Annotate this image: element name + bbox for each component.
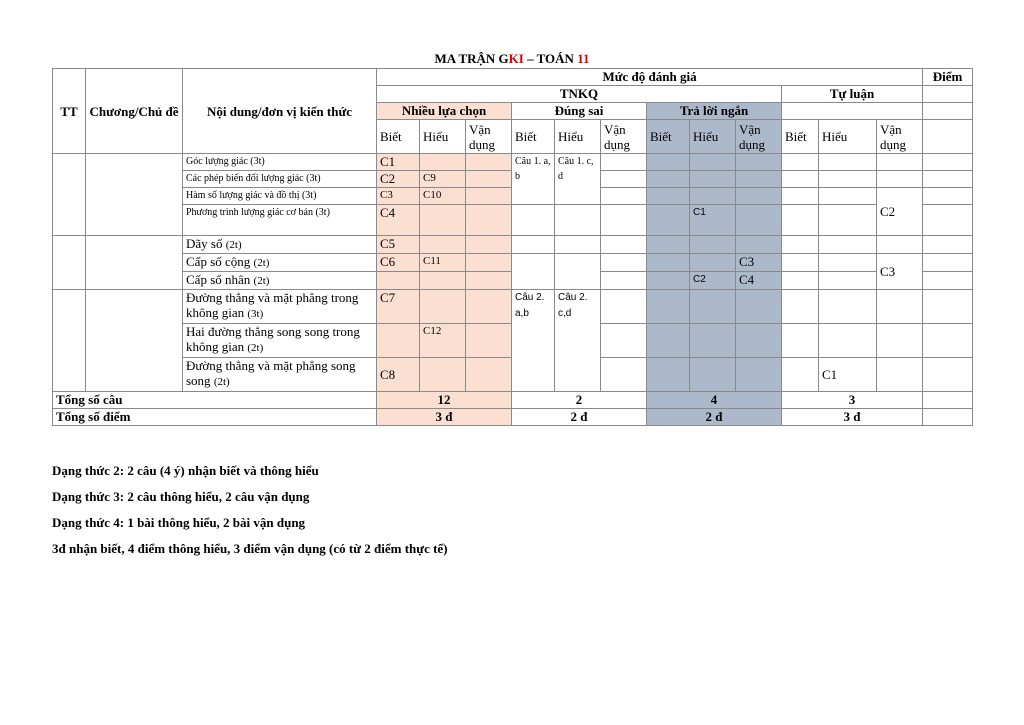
sa-understand-header: Hiểu — [690, 120, 736, 154]
total-questions-tf: 2 — [512, 392, 647, 409]
topic-cell: Cấp số nhân (2t) — [183, 272, 377, 290]
tf-apply-header: Vận dụng — [601, 120, 647, 154]
topic-cell: Các phép biến đổi lượng giác (3t) — [183, 171, 377, 188]
essay-apply-header: Vận dụng — [877, 120, 923, 154]
topic-cell: Hai đường thẳng song song trong không gian (2t) — [183, 324, 377, 358]
page-title: MA TRẬN GKI – TOÁN 11 — [434, 51, 590, 66]
tf-understand-cell: Câu 2. c,d — [555, 290, 601, 392]
sa-understand-cell: C2 — [690, 272, 736, 290]
total-points-row — [53, 409, 973, 426]
tf-know-cell: Câu 2. a,b — [512, 290, 555, 392]
sa-understand-cell: C1 — [690, 205, 736, 236]
header-tnkq: TNKQ — [377, 86, 782, 103]
notes-section — [52, 462, 448, 566]
table-row — [53, 205, 973, 236]
topic-cell: Cấp số cộng (2t) — [183, 254, 377, 272]
mc-know-cell: C5 — [377, 236, 420, 254]
note-line: 3đ nhận biết, 4 điểm thông hiểu, 3 điểm vận dụng (có từ 2 điểm thực tế) — [52, 541, 448, 556]
essay-apply-cell: C3 — [877, 254, 923, 290]
sa-apply-cell: C3 — [736, 254, 782, 272]
table-row — [53, 236, 973, 254]
total-points-mc: 3 đ — [377, 409, 512, 426]
mc-understand-header: Hiểu — [420, 120, 466, 154]
mc-know-cell: C3 — [377, 188, 420, 205]
tf-understand-header: Hiểu — [555, 120, 601, 154]
mc-understand-cell: C11 — [420, 254, 466, 272]
header-level: Mức độ đánh giá — [377, 69, 923, 86]
mc-understand-cell: C10 — [420, 188, 466, 205]
essay-know-header: Biết — [782, 120, 819, 154]
header-essay: Tự luận — [782, 86, 923, 103]
total-questions-label: Tổng số câu — [53, 392, 377, 409]
topic-cell: Dãy số (2t) — [183, 236, 377, 254]
header-multiple-choice: Nhiều lựa chọn — [377, 103, 512, 120]
total-questions-sa: 4 — [647, 392, 782, 409]
mc-know-cell: C4 — [377, 205, 420, 236]
mc-apply-header: Vận dụng — [466, 120, 512, 154]
mc-know-header: Biết — [377, 120, 420, 154]
tf-know-cell: Câu 1. a, b — [512, 154, 555, 205]
topic-cell: Đường thẳng và mặt phẳng trong không gian (3t) — [183, 290, 377, 324]
sa-know-header: Biết — [647, 120, 690, 154]
assessment-matrix-table — [52, 68, 973, 426]
total-points-essay: 3 đ — [782, 409, 923, 426]
header-short-answer: Trả lời ngắn — [647, 103, 782, 120]
essay-understand-cell: C1 — [819, 358, 877, 392]
tf-know-header: Biết — [512, 120, 555, 154]
total-questions-row — [53, 392, 973, 409]
note-line: Dạng thức 2: 2 câu (4 ý) nhận biết và thông hiểu — [52, 463, 319, 478]
total-questions-mc: 12 — [377, 392, 512, 409]
sa-apply-header: Vận dụng — [736, 120, 782, 154]
total-questions-essay: 3 — [782, 392, 923, 409]
header-content: Nội dung/đơn vị kiến thức — [183, 69, 377, 154]
header-score: Điểm — [923, 69, 973, 86]
mc-understand-cell: C9 — [420, 171, 466, 188]
mc-know-cell: C1 — [377, 154, 420, 171]
sa-apply-cell: C4 — [736, 272, 782, 290]
table-row — [53, 290, 973, 324]
table-row — [53, 254, 973, 272]
total-points-sa: 2 đ — [647, 409, 782, 426]
topic-cell: Đường thẳng và mặt phẳng song song (2t) — [183, 358, 377, 392]
header-tt: TT — [53, 69, 86, 154]
note-line: Dạng thức 3: 2 câu thông hiểu, 2 câu vận dụng — [52, 489, 310, 504]
total-points-label: Tổng số điểm — [53, 409, 377, 426]
title-grade: 11 — [577, 51, 590, 66]
mc-know-cell: C8 — [377, 358, 420, 392]
mc-understand-cell: C12 — [420, 324, 466, 358]
essay-understand-header: Hiểu — [819, 120, 877, 154]
mc-know-cell: C6 — [377, 254, 420, 272]
header-row-1 — [53, 69, 973, 86]
essay-apply-cell: C2 — [877, 188, 923, 236]
note-line: Dạng thức 4: 1 bài thông hiểu, 2 bài vận dụng — [52, 515, 306, 530]
header-chapter: Chương/Chủ đề — [86, 69, 183, 154]
table-row — [53, 154, 973, 171]
title-highlight: KI — [508, 51, 524, 66]
topic-cell: Hàm số lượng giác và đồ thị (3t) — [183, 188, 377, 205]
topic-cell: Phương trình lượng giác cơ bản (3t) — [183, 205, 377, 236]
topic-cell: Góc lượng giác (3t) — [183, 154, 377, 171]
mc-know-cell: C7 — [377, 290, 420, 324]
header-true-false: Đúng sai — [512, 103, 647, 120]
total-points-tf: 2 đ — [512, 409, 647, 426]
mc-know-cell: C2 — [377, 171, 420, 188]
tf-understand-cell: Câu 1. c, d — [555, 154, 601, 205]
